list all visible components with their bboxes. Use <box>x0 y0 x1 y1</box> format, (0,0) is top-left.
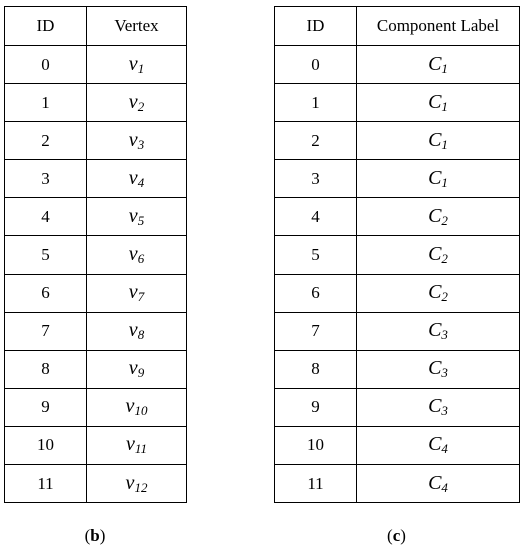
vertex-base: v <box>125 471 135 494</box>
table-row <box>275 388 520 426</box>
vertex-table <box>4 6 187 503</box>
table-row <box>5 274 187 312</box>
component-label-base: C <box>428 204 442 227</box>
caption-letter: c <box>392 526 401 545</box>
table-row <box>5 46 187 84</box>
caption-b <box>4 526 186 546</box>
component-label-cell <box>357 426 520 464</box>
vertex-symbol <box>129 91 144 113</box>
component-label-base: C <box>428 357 442 380</box>
component-label-cell <box>357 274 520 312</box>
id-cell: 10 <box>275 426 357 464</box>
component-label-symbol <box>428 243 448 265</box>
caption-paren-close: ) <box>99 526 106 545</box>
vertex-subscript: 6 <box>137 251 145 267</box>
vertex-cell <box>87 312 187 350</box>
id-cell: 8 <box>275 350 357 388</box>
vertex-cell <box>87 46 187 84</box>
component-label-base: C <box>428 166 442 189</box>
vertex-base: v <box>125 395 135 418</box>
component-label-header: Component Label <box>357 7 520 46</box>
id-header: ID <box>275 7 357 46</box>
component-label-symbol <box>428 53 448 75</box>
component-label-subscript: 4 <box>441 479 448 495</box>
caption-paren-open: ( <box>387 526 393 545</box>
id-cell: 8 <box>5 350 87 388</box>
vertex-cell <box>87 388 187 426</box>
id-cell: 3 <box>5 160 87 198</box>
id-cell: 7 <box>5 312 87 350</box>
table-row <box>275 122 520 160</box>
component-label-symbol <box>428 167 448 189</box>
id-cell: 3 <box>275 160 357 198</box>
vertex-cell <box>87 122 187 160</box>
component-label-subscript: 1 <box>441 98 448 114</box>
vertex-base: v <box>128 52 138 75</box>
component-label-subscript: 2 <box>441 251 448 267</box>
vertex-symbol <box>129 357 144 379</box>
vertex-header: Vertex <box>87 7 187 46</box>
vertex-cell <box>87 465 187 503</box>
component-label-symbol <box>428 129 448 151</box>
id-header: ID <box>5 7 87 46</box>
table-row <box>275 465 520 503</box>
vertex-symbol <box>129 53 144 75</box>
component-label-symbol <box>428 395 448 417</box>
component-label-subscript: 4 <box>441 441 448 457</box>
id-cell: 4 <box>5 198 87 236</box>
vertex-subscript: 7 <box>137 289 145 305</box>
component-label-subscript: 2 <box>441 289 448 305</box>
table-row <box>5 84 187 122</box>
component-label-cell <box>357 198 520 236</box>
vertex-subscript: 5 <box>137 212 145 228</box>
table-row <box>5 312 187 350</box>
vertex-subscript: 3 <box>137 136 145 152</box>
component-label-subscript: 2 <box>441 212 448 228</box>
vertex-cell <box>87 350 187 388</box>
id-cell: 10 <box>5 426 87 464</box>
component-label-base: C <box>428 128 442 151</box>
vertex-base: v <box>128 319 138 342</box>
component-table-body <box>275 46 520 503</box>
caption-paren-close: ) <box>400 526 406 545</box>
id-cell: 9 <box>275 388 357 426</box>
vertex-base: v <box>128 243 138 266</box>
component-label-base: C <box>428 433 442 456</box>
vertex-subscript: 10 <box>134 403 148 419</box>
component-label-cell <box>357 122 520 160</box>
vertex-subscript: 2 <box>137 98 145 114</box>
vertex-base: v <box>128 204 138 227</box>
vertex-symbol <box>126 472 148 494</box>
caption-paren-open: ( <box>84 526 91 545</box>
component-label-subscript: 1 <box>441 60 448 76</box>
vertex-base: v <box>126 433 135 456</box>
component-label-base: C <box>428 90 442 113</box>
vertex-subscript: 4 <box>137 174 145 190</box>
component-label-cell <box>357 350 520 388</box>
component-label-subscript: 1 <box>441 174 448 190</box>
id-cell: 1 <box>5 84 87 122</box>
vertex-subscript: 11 <box>134 441 147 457</box>
table-row <box>5 388 187 426</box>
component-label-symbol <box>428 319 448 341</box>
component-label-symbol <box>428 281 448 303</box>
vertex-cell <box>87 198 187 236</box>
vertex-subscript: 12 <box>134 479 148 495</box>
table-row <box>275 84 520 122</box>
component-label-symbol <box>428 357 448 379</box>
vertex-symbol <box>126 395 148 417</box>
component-label-cell <box>357 312 520 350</box>
table-row <box>5 426 187 464</box>
vertex-subscript: 1 <box>137 60 145 76</box>
table-row <box>5 350 187 388</box>
id-cell: 11 <box>275 465 357 503</box>
vertex-cell <box>87 84 187 122</box>
vertex-cell <box>87 236 187 274</box>
caption-c <box>274 526 519 546</box>
id-cell: 2 <box>5 122 87 160</box>
component-label-cell <box>357 84 520 122</box>
id-cell: 9 <box>5 388 87 426</box>
component-label-subscript: 3 <box>441 365 448 381</box>
vertex-symbol <box>129 167 144 189</box>
vertex-table-header-row <box>5 7 187 46</box>
vertex-base: v <box>128 128 138 151</box>
component-label-subscript: 3 <box>441 403 448 419</box>
id-cell: 4 <box>275 198 357 236</box>
table-row <box>5 236 187 274</box>
table-row <box>275 46 520 84</box>
table-row <box>275 236 520 274</box>
id-cell: 5 <box>275 236 357 274</box>
table-row <box>5 465 187 503</box>
component-label-symbol <box>428 205 448 227</box>
component-label-symbol <box>428 433 448 455</box>
id-cell: 5 <box>5 236 87 274</box>
id-cell: 0 <box>275 46 357 84</box>
component-label-cell <box>357 388 520 426</box>
vertex-symbol <box>129 243 144 265</box>
table-row <box>275 350 520 388</box>
vertex-symbol <box>129 319 144 341</box>
component-label-cell <box>357 236 520 274</box>
id-cell: 0 <box>5 46 87 84</box>
vertex-symbol <box>129 281 144 303</box>
id-cell: 6 <box>275 274 357 312</box>
id-cell: 2 <box>275 122 357 160</box>
table-row <box>275 274 520 312</box>
id-cell: 11 <box>5 465 87 503</box>
table-row <box>5 160 187 198</box>
table-row <box>275 426 520 464</box>
component-label-base: C <box>428 471 442 494</box>
vertex-table-body <box>5 46 187 503</box>
vertex-cell <box>87 160 187 198</box>
component-label-subscript: 1 <box>441 136 448 152</box>
caption-letter: b <box>90 526 100 545</box>
table-row <box>275 198 520 236</box>
id-cell: 7 <box>275 312 357 350</box>
vertex-base: v <box>128 281 138 304</box>
component-label-symbol <box>428 91 448 113</box>
vertex-subscript: 9 <box>137 365 145 381</box>
component-label-base: C <box>428 52 442 75</box>
id-cell: 6 <box>5 274 87 312</box>
table-row <box>5 198 187 236</box>
vertex-base: v <box>128 357 138 380</box>
vertex-base: v <box>128 90 138 113</box>
component-label-cell <box>357 160 520 198</box>
component-label-symbol <box>428 472 448 494</box>
component-label-cell <box>357 465 520 503</box>
component-label-base: C <box>428 281 442 304</box>
component-label-base: C <box>428 319 442 342</box>
vertex-symbol <box>129 205 144 227</box>
table-row <box>275 312 520 350</box>
vertex-symbol <box>129 129 144 151</box>
vertex-subscript: 8 <box>137 327 145 343</box>
component-label-cell <box>357 46 520 84</box>
vertex-cell <box>87 274 187 312</box>
vertex-cell <box>87 426 187 464</box>
table-row <box>275 160 520 198</box>
vertex-base: v <box>128 166 138 189</box>
component-label-table <box>274 6 520 503</box>
component-label-base: C <box>428 243 442 266</box>
vertex-symbol <box>126 433 147 455</box>
component-label-base: C <box>428 395 442 418</box>
component-label-subscript: 3 <box>441 327 448 343</box>
id-cell: 1 <box>275 84 357 122</box>
component-table-header-row <box>275 7 520 46</box>
table-row <box>5 122 187 160</box>
